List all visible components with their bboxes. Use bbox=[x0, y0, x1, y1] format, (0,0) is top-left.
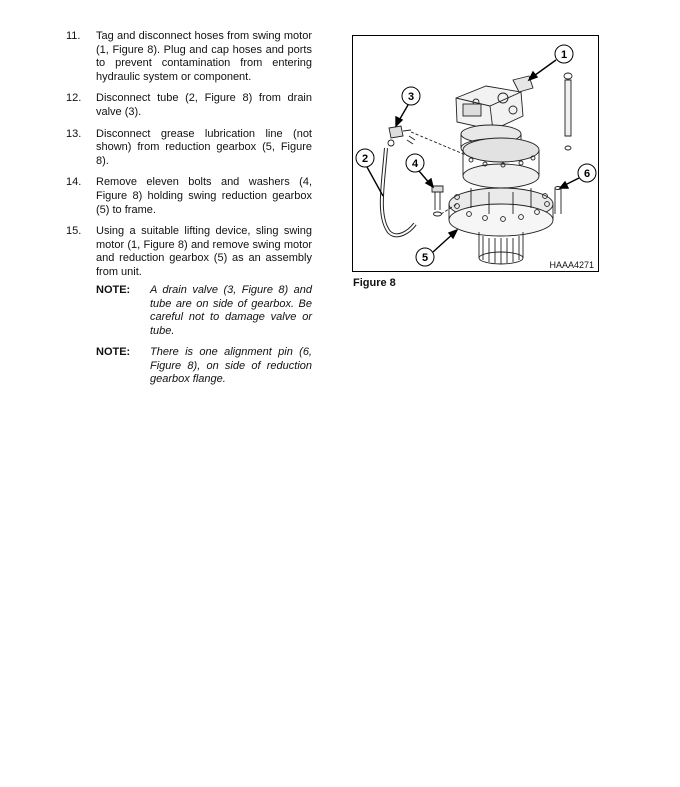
callout-1: 1 bbox=[560, 49, 568, 61]
step-number: 11. bbox=[66, 30, 81, 42]
note-text: There is one alignment pin (6, Figure 8), on side of reduction gearbox flange. bbox=[150, 346, 312, 386]
step-15 bbox=[66, 225, 312, 279]
note-label: NOTE: bbox=[96, 284, 131, 296]
callout-6: 6 bbox=[583, 168, 591, 180]
step-number: 14. bbox=[66, 176, 82, 189]
step-text: Remove eleven bolts and washers (4, Figure 8) holding swing reduction gearbox (5) to frame. bbox=[96, 176, 312, 216]
note-drain-valve bbox=[96, 284, 312, 338]
note-text: A drain valve (3, Figure 8) and tube are on side of gearbox. Be careful not to damage valve or tube. bbox=[150, 284, 312, 337]
step-13 bbox=[66, 128, 312, 169]
callout-5: 5 bbox=[421, 252, 429, 264]
figure-caption: Figure 8 bbox=[353, 277, 396, 289]
note-label: NOTE: bbox=[96, 346, 131, 358]
step-14 bbox=[66, 176, 312, 217]
step-number: 13. bbox=[66, 127, 82, 140]
step-12 bbox=[66, 92, 312, 119]
callout-2: 2 bbox=[361, 153, 369, 165]
figure-8-illustration bbox=[352, 35, 599, 272]
step-text: Using a suitable lifting device, sling swing motor (1, Figure 8) and remove swing motor and reduction gearbox (5) as an assembly from unit. bbox=[96, 225, 312, 278]
step-number: 12. bbox=[66, 92, 82, 105]
step-text: Disconnect tube (2, Figure 8) from drain valve (3). bbox=[96, 92, 312, 118]
callout-3: 3 bbox=[407, 91, 415, 103]
procedure-steps bbox=[66, 30, 312, 288]
step-text: Tag and disconnect hoses from swing motor (1, Figure 8). Plug and cap hoses and ports to prevent contamination from entering hydraulic system or component. bbox=[96, 30, 312, 83]
step-number: 15. bbox=[66, 225, 82, 238]
gearbox-drawing bbox=[353, 36, 598, 271]
figure-code: HAAA4271 bbox=[549, 260, 594, 270]
note-alignment-pin bbox=[96, 346, 312, 387]
callout-4: 4 bbox=[411, 158, 419, 170]
step-11 bbox=[66, 30, 312, 84]
step-text: Disconnect grease lubrication line (not shown) from reduction gearbox (5, Figure 8). bbox=[96, 127, 312, 167]
